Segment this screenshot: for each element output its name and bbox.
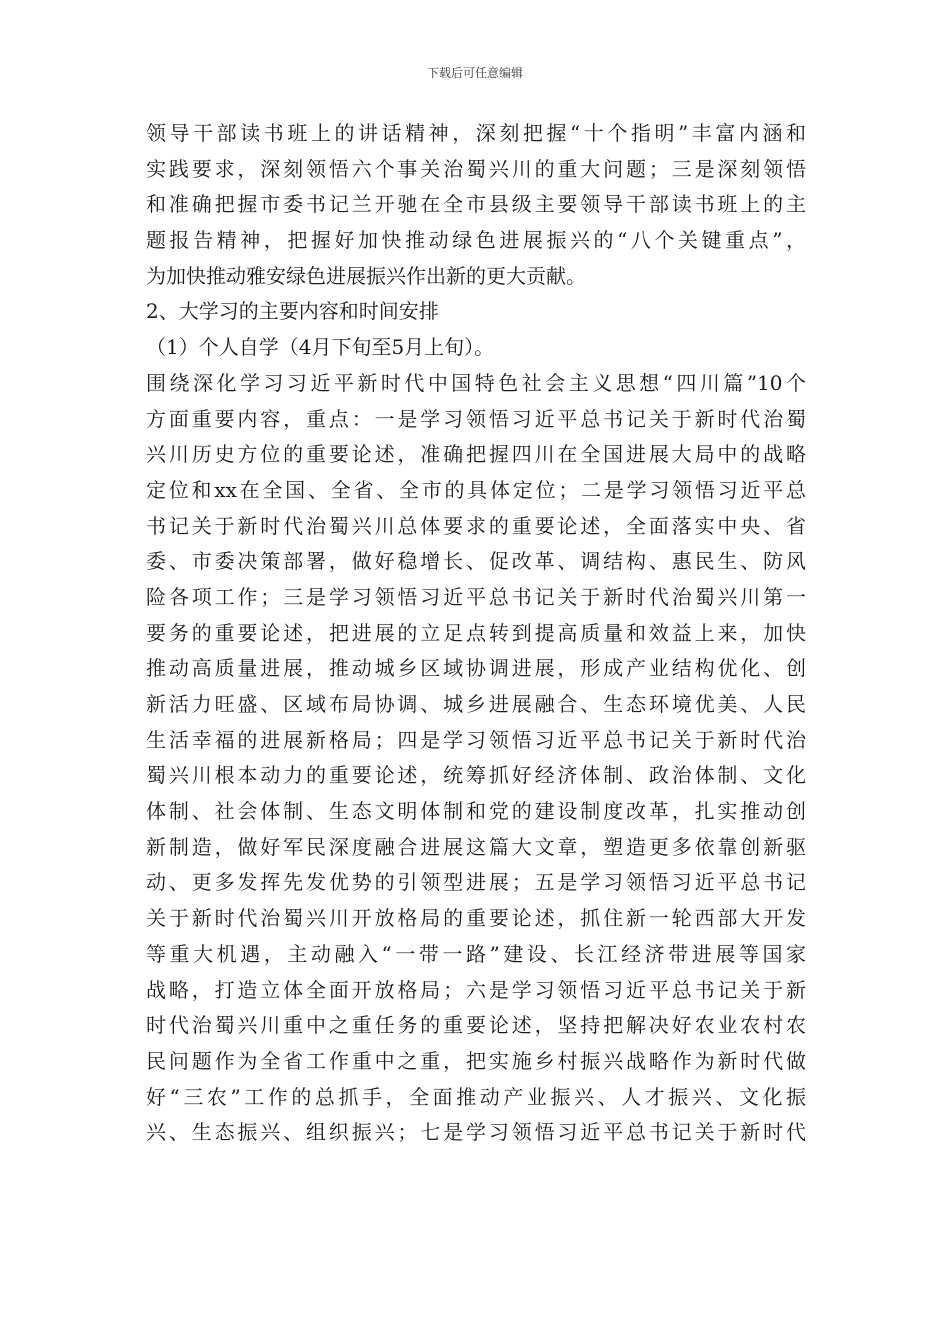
text-line: 推动高质量进展，推动城乡区域协调进展，形成产业结构优化、创 — [146, 656, 806, 681]
text-line: 领导干部读书班上的讲话精神，深刻把握“十个指明”丰富内涵和 — [146, 121, 806, 145]
text-line: 新活力旺盛、区域布局协调、城乡进展融合、生态环境优美、人民 — [146, 692, 806, 716]
text-line: 等重大机遇，主动融入“一带一路”建设、长江经济带进展等国家 — [146, 941, 806, 966]
text-line: 新制造，做好军民深度融合进展这篇大文章，塑造更多依靠创新驱 — [146, 834, 806, 859]
text-line: 生活幸福的进展新格局；四是学习领悟习近平总书记关于新时代治 — [146, 727, 806, 752]
text-line: 险各项工作；三是学习领悟习近平总书记关于新时代治蜀兴川第一 — [146, 584, 806, 609]
text-line: 体制、社会体制、生态文明体制和党的建设制度改革，扎实推动创 — [146, 799, 806, 824]
text-line: 兴、生态振兴、组织振兴；七是学习领悟习近平总书记关于新时代 — [146, 1120, 806, 1145]
text-line: 关于新时代治蜀兴川开放格局的重要论述，抓住新一轮西部大开发 — [146, 906, 806, 931]
text-line: 围绕深化学习习近平新时代中国特色社会主义思想“四川篇”10个 — [146, 370, 806, 395]
document-body — [146, 116, 806, 1151]
text-line: 方面重要内容，重点：一是学习领悟习近平总书记关于新时代治蜀 — [146, 406, 806, 431]
text-line: 兴川历史方位的重要论述，准确把握四川在全国进展大局中的战略 — [146, 442, 806, 467]
text-line: 好“三农”工作的总抓手，全面推动产业振兴、人才振兴、文化振 — [146, 1084, 806, 1109]
text-line: 时代治蜀兴川重中之重任务的重要论述，坚持把解决好农业农村农 — [146, 1013, 806, 1038]
text-line: 民问题作为全省工作重中之重，把实施乡村振兴战略作为新时代做 — [146, 1048, 806, 1073]
text-line: 动、更多发挥先发优势的引领型进展；五是学习领悟习近平总书记 — [146, 870, 806, 895]
text-line: 2、大学习的主要内容和时间安排 — [146, 299, 439, 324]
text-line: （1）个人自学（4月下旬至5月上旬）。 — [146, 335, 495, 360]
text-line: 题报告精神，把握好加快推动绿色进展振兴的“八个关键重点”， — [146, 228, 806, 253]
text-line: 和准确把握市委书记兰开驰在全市县级主要领导干部读书班上的主 — [146, 192, 806, 217]
text-line: 蜀兴川根本动力的重要论述，统筹抓好经济体制、政治体制、文化 — [146, 763, 806, 788]
text-line: 为加快推动雅安绿色进展振兴作出新的更大贡献。 — [146, 263, 586, 288]
text-line: 战略，打造立体全面开放格局；六是学习领悟习近平总书记关于新 — [146, 977, 806, 1002]
text-line: 书记关于新时代治蜀兴川总体要求的重要论述，全面落实中央、省 — [146, 513, 806, 538]
text-line: 委、市委决策部署，做好稳增长、促改革、调结构、惠民生、防风 — [146, 549, 806, 574]
text-line: 定位和xx在全国、全省、全市的具体定位；二是学习领悟习近平总 — [146, 477, 806, 502]
text-line: 实践要求，深刻领悟六个事关治蜀兴川的重大问题；三是深刻领悟 — [146, 156, 806, 181]
page-header: 下载后可任意编辑 — [426, 66, 523, 80]
text-line: 要务的重要论述，把进展的立足点转到提高质量和效益上来，加快 — [146, 620, 806, 645]
